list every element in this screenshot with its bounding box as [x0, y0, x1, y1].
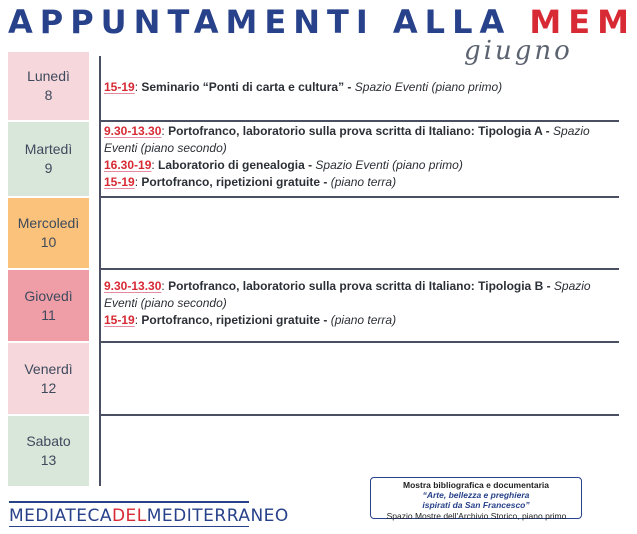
event-place: Spazio Eventi (piano secondo)	[104, 124, 590, 155]
day-cell-saturday	[8, 416, 89, 486]
event-title: Portofranco, ripetizioni gratuite -	[138, 313, 331, 327]
row-divider	[99, 120, 619, 122]
event-title: Portofranco, laboratorio sulla prova scritta di Italiano: Tipologia B -	[164, 279, 554, 293]
events-monday	[104, 79, 619, 96]
event-item: 15-19: Portofranco, ripetizioni gratuite - (piano terra)	[104, 313, 397, 327]
day-cell-tuesday	[8, 122, 89, 196]
event-item: 9.30-13.30: Portofranco, laboratorio sulla prova scritta di Italiano: Tipologia B - Spazio Eventi (piano secondo)	[104, 279, 591, 310]
day-number: 12	[40, 379, 57, 396]
exhibition-title: “Arte, bellezza e preghiera	[422, 490, 530, 500]
exhibition-heading: Mostra bibliografica e documentaria	[403, 480, 549, 490]
event-item: 15-19: Seminario “Ponti di carta e cultura” - Spazio Eventi (piano primo)	[104, 80, 503, 94]
event-title: Laboratorio di genealogia -	[154, 158, 316, 172]
day-name: Venerdì	[24, 360, 73, 377]
day-name: Mercoledì	[17, 215, 80, 231]
event-title: Seminario “Ponti di carta e cultura” -	[138, 80, 355, 94]
row-divider	[99, 414, 619, 416]
mediateca-logo	[9, 501, 289, 527]
event-item: 15-19: Portofranco, ripetizioni gratuite - (piano terra)	[104, 175, 397, 189]
day-cell-friday	[8, 343, 89, 414]
exhibition-title-cont: ispirati da San Francesco”	[422, 500, 530, 510]
event-place: (piano terra)	[330, 313, 397, 327]
event-place: Spazio Eventi (piano secondo)	[104, 279, 591, 310]
event-time: 9.30-13.30	[104, 279, 162, 293]
event-place: Spazio Eventi (piano primo)	[354, 80, 503, 94]
events-tuesday	[104, 123, 619, 191]
day-number: 10	[40, 234, 57, 250]
logo-text-part: DEL	[111, 506, 147, 526]
event-item: 9.30-13.30: Portofranco, laboratorio sulla prova scritta di Italiano: Tipologia A - Spazio Eventi (piano secondo)	[104, 124, 590, 155]
event-item: 16.30-19: Laboratorio di genealogia - Spazio Eventi (piano primo)	[104, 158, 463, 172]
event-time: 16.30-19	[104, 158, 152, 172]
day-name: Giovedì	[24, 287, 73, 304]
title-part-red: MEM	[529, 3, 636, 41]
event-time: 15-19	[104, 175, 135, 189]
day-cell-wednesday	[8, 198, 89, 268]
logo-text-part: MEDIATECA	[9, 506, 112, 526]
row-divider	[99, 196, 619, 198]
day-cell-monday	[8, 52, 89, 120]
day-number: 13	[40, 452, 57, 468]
event-title: Portofranco, ripetizioni gratuite -	[138, 175, 331, 189]
event-place: Spazio Eventi (piano primo)	[315, 158, 463, 172]
day-name: Martedì	[24, 141, 73, 157]
exhibition-location: Spazio Mostre dell'Archivio Storico, piano primo	[386, 511, 567, 521]
day-number: 8	[44, 87, 53, 103]
logo-text-part: MEDITERRANEO	[146, 506, 289, 526]
logo-underline	[9, 526, 249, 527]
row-divider	[99, 341, 619, 343]
row-divider	[99, 268, 619, 270]
event-place: (piano terra)	[330, 175, 397, 189]
day-cell-thursday	[8, 270, 89, 341]
day-name: Lunedì	[27, 68, 70, 84]
event-time: 15-19	[104, 80, 135, 94]
month-label: giugno	[464, 36, 573, 66]
day-name: Sabato	[26, 433, 71, 449]
day-number: 11	[41, 306, 56, 323]
day-number: 9	[44, 160, 53, 176]
events-thursday	[104, 278, 619, 329]
event-time: 15-19	[104, 313, 135, 327]
event-time: 9.30-13.30	[104, 124, 162, 138]
title-part-blue: APPUNTAMENTI ALLA	[8, 3, 530, 41]
event-title: Portofranco, laboratorio sulla prova scritta di Italiano: Tipologia A -	[164, 124, 554, 138]
